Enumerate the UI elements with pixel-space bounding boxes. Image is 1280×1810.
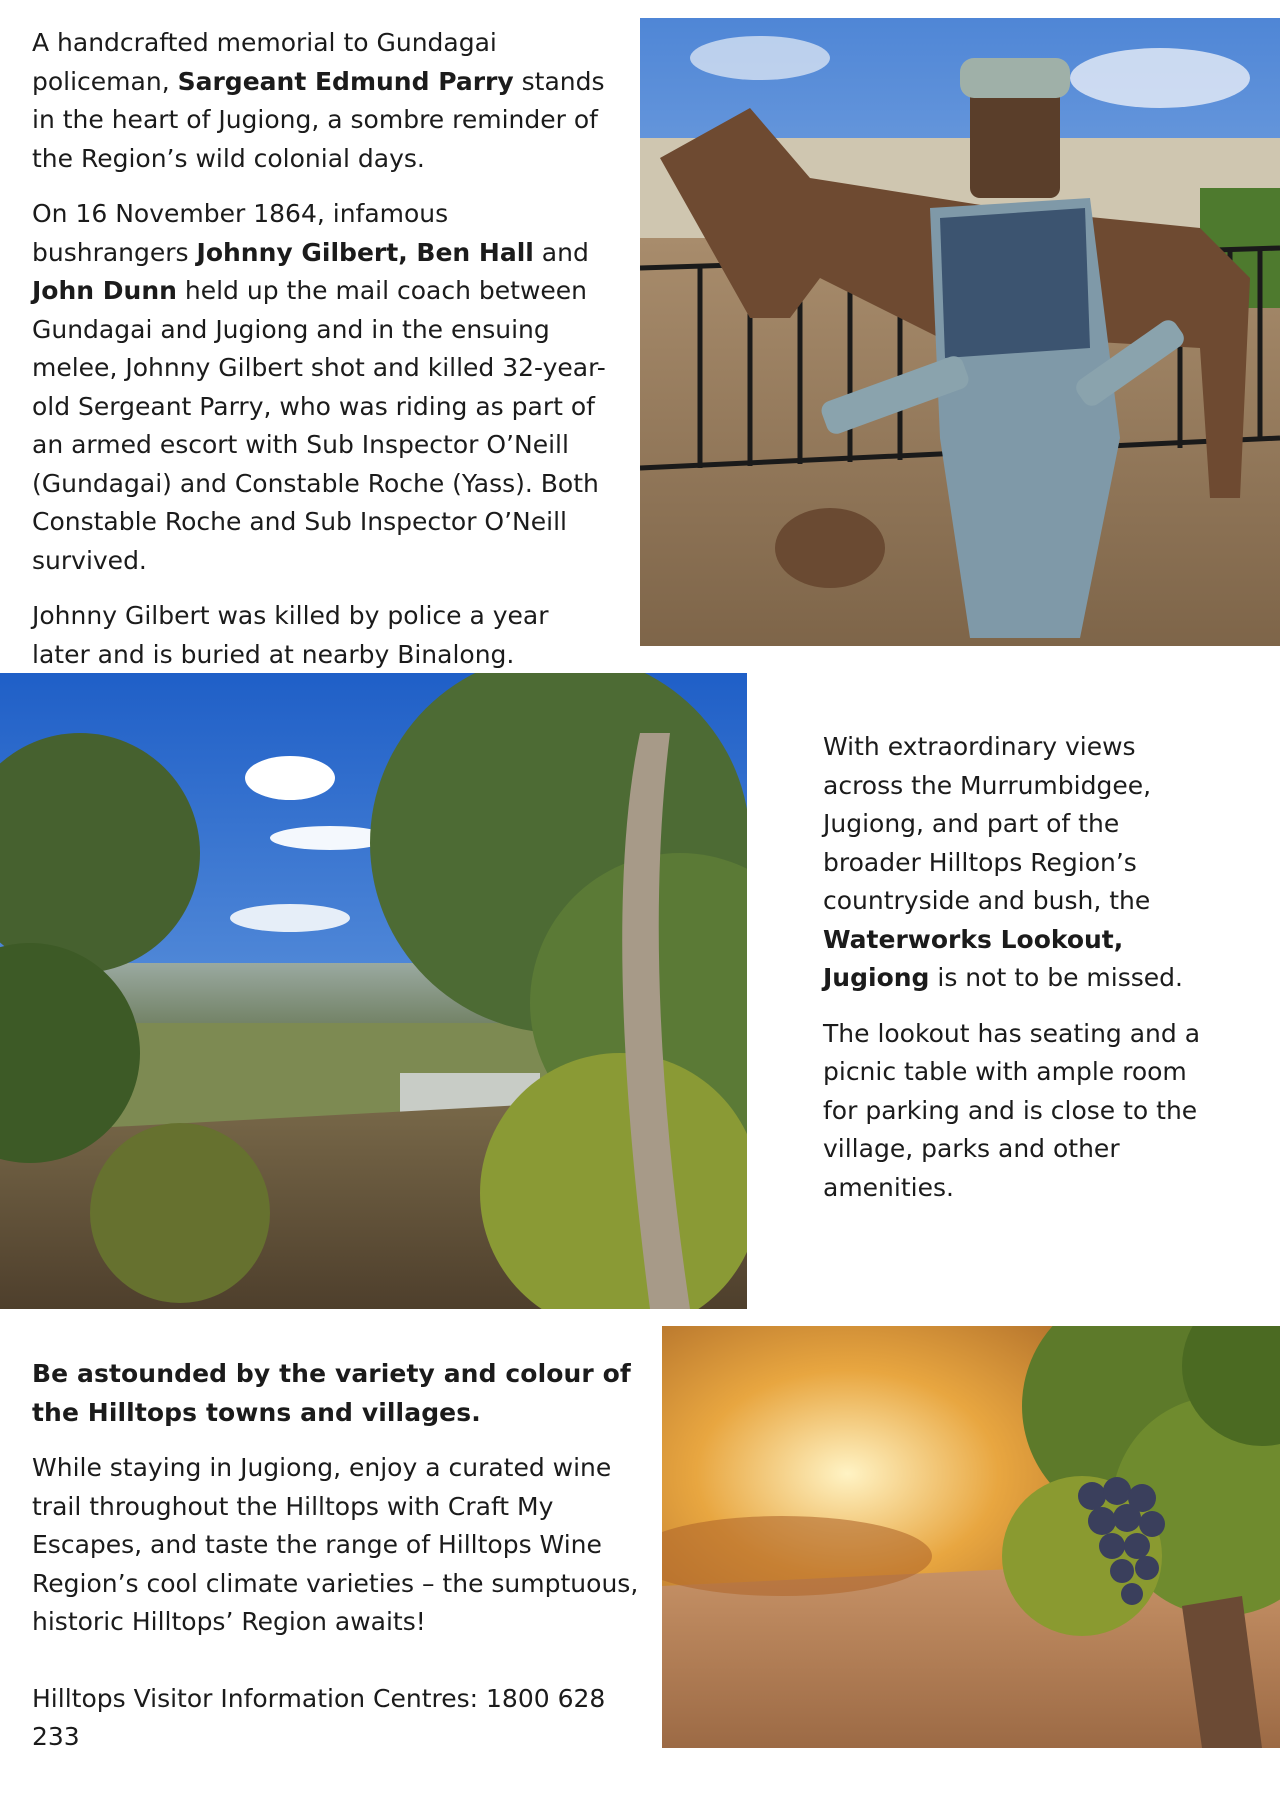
bushranger-names: Johnny Gilbert, Ben Hall bbox=[196, 237, 534, 267]
bushrangers-paragraph: On 16 November 1864, infamous bushrangers Johnny Gilbert, Ben Hall and John Dunn held up the mail coach between Gundagai and Jugiong and in the ensuing melee, Johnny Gilbert shot and killed 32-year-old Sergeant Parry, who was riding as part of an armed escort with Sub Inspector O’Neill (Gundagai) and Constable Roche (Yass). Both Constable Roche and Sub Inspector O’Neill survived. bbox=[32, 199, 606, 575]
wine-text-block bbox=[32, 1355, 652, 1774]
dunn-name: John Dunn bbox=[32, 276, 177, 305]
lookout-paragraph: With extraordinary views across the Murrumbidgee, Jugiong, and part of the broader Hilltops Region’s countryside and bush, the Waterworks Lookout, Jugiong is not to be missed. bbox=[823, 732, 1183, 992]
intro-text-block bbox=[32, 24, 612, 691]
hilltops-heading: Be astounded by the variety and colour of the Hilltops towns and villages. bbox=[32, 1359, 631, 1427]
waterworks-lookout-photo bbox=[0, 673, 747, 1309]
parry-name: Sargeant Edmund Parry bbox=[177, 66, 514, 96]
lookout-name: Waterworks Lookout, Jugiong bbox=[823, 924, 1124, 992]
visitor-centre-contact: Hilltops Visitor Information Centres: 1800 628 233 bbox=[32, 1683, 606, 1751]
lookout-text-block bbox=[823, 728, 1203, 1224]
memorial-sculpture-photo bbox=[640, 18, 1280, 646]
amenities-paragraph: The lookout has seating and a picnic table with ample room for parking and is close to the village, parks and other amenities. bbox=[823, 1018, 1201, 1202]
vineyard-grapes-photo bbox=[662, 1326, 1280, 1748]
wine-trail-paragraph: While staying in Jugiong, enjoy a curated wine trail throughout the Hilltops with Craft My Escapes, and taste the range of Hilltops Wine Region’s cool climate varieties – the sumptuous, historic Hilltops’ Region awaits! bbox=[32, 1453, 639, 1636]
memorial-paragraph: A handcrafted memorial to Gundagai policeman, Sargeant Edmund Parry stands in the heart of Jugiong, a sombre reminder of the Region’s wild colonial days. bbox=[32, 28, 605, 173]
gilbert-paragraph: Johnny Gilbert was killed by police a year later and is buried at nearby Binalong. bbox=[32, 601, 549, 669]
